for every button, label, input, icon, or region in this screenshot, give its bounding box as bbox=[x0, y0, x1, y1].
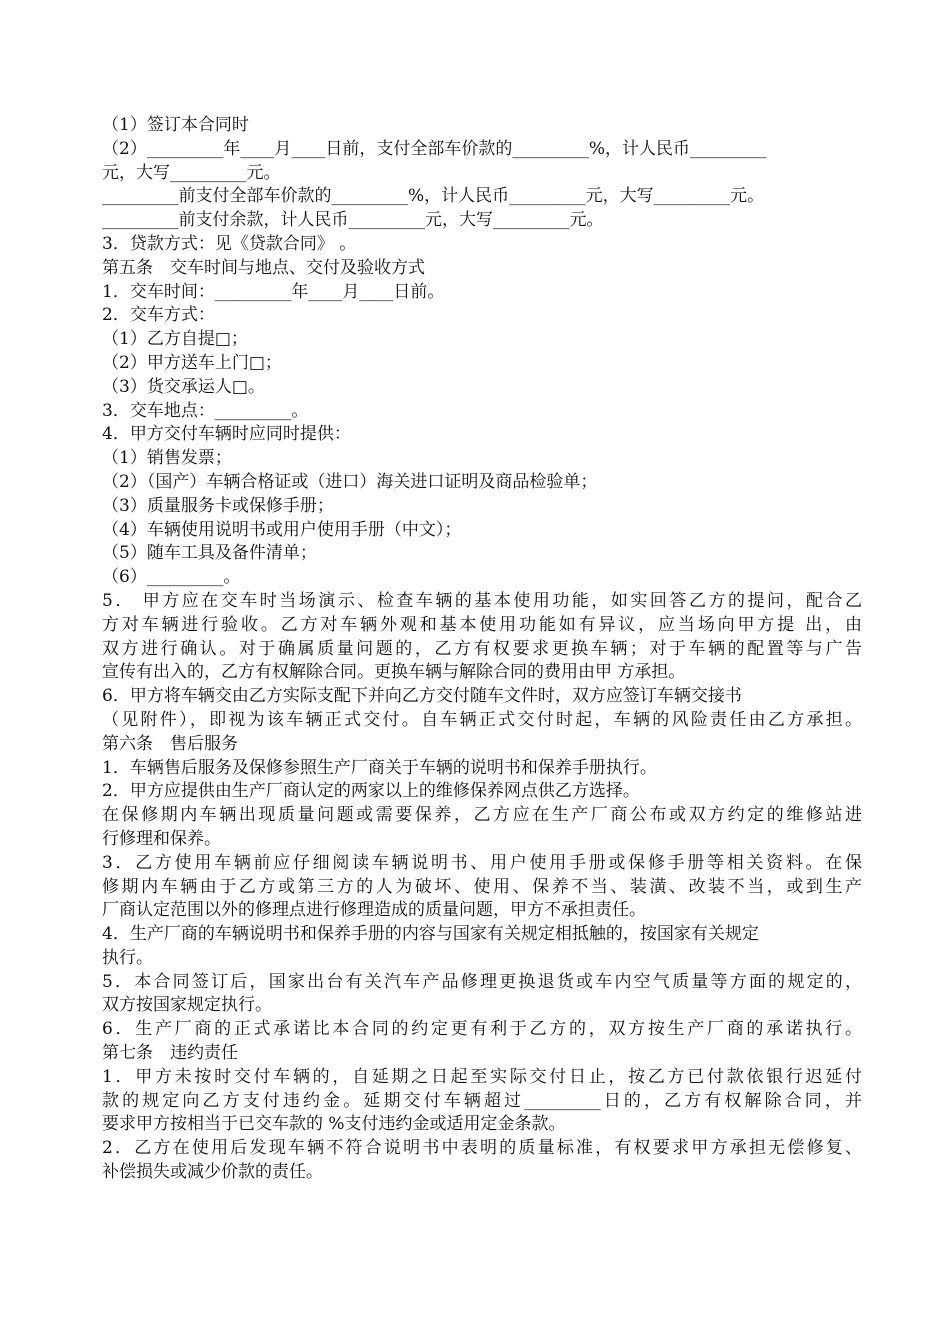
text-line: 3．贷款方式：见《贷款合同》 。 bbox=[102, 233, 357, 254]
text-line: （2）_________年____月____日前，支付全部车价款的_________%，计人民币_________ bbox=[102, 138, 767, 159]
text-line: 3．交车地点：_________。 bbox=[102, 400, 309, 421]
text-line: 4．生产厂商的车辆说明书和保养手册的内容与国家有关规定相抵触的，按国家有关规定 bbox=[102, 924, 759, 945]
text-line: 要求甲方按相当于已交车款的 %支付违约金或适用定金条款。 bbox=[102, 1114, 566, 1135]
text-line: （6）_________。 bbox=[102, 567, 241, 588]
text-line: 1．甲方未按时交付车辆的，自延期之日起至实际交付日止，按乙方已付款依银行迟延付 bbox=[102, 1066, 862, 1087]
text-line: （2）（国产）车辆合格证或（进口）海关进口证明及商品检验单； bbox=[102, 471, 598, 492]
text-line: 2．交车方式： bbox=[102, 305, 215, 326]
text-line: 补偿损失或减少价款的责任。 bbox=[102, 1162, 323, 1183]
text-line: （2）甲方送车上门□； bbox=[102, 352, 282, 373]
text-line: 双方按国家规定执行。 bbox=[102, 995, 272, 1016]
text-line: （1）签订本合同时 bbox=[102, 115, 249, 135]
text-line: 行修理和保养。 bbox=[102, 828, 221, 849]
text-line: 3．乙方使用车辆前应仔细阅读车辆说明书、用户使用手册或保修手册等相关资料。在保 bbox=[102, 852, 862, 873]
text-line: 元，大写_________元。 bbox=[102, 162, 281, 183]
text-line: （3）质量服务卡或保修手册； bbox=[102, 495, 334, 516]
text-line: 第七条 违约责任 bbox=[102, 1043, 238, 1064]
text-line: 厂商认定范围以外的修理点进行修理造成的质量问题，甲方不承担责任。 bbox=[102, 900, 646, 921]
document-body bbox=[102, 114, 862, 1185]
text-line: _________前支付余款，计人民币_________元，大写_________元。 bbox=[102, 210, 604, 231]
text-line: 款的规定向乙方支付违约金。延期交付车辆超过_________日的，乙方有权解除合同，并 bbox=[102, 1090, 862, 1111]
text-line: 6．生产厂商的正式承诺比本合同的约定更有利于乙方的，双方按生产厂商的承诺执行。 bbox=[102, 1019, 862, 1040]
text-line: （1）销售发票； bbox=[102, 448, 232, 469]
text-line: 5． 甲方应在交车时当场演示、检查车辆的基本使用功能，如实回答乙方的提问，配合乙 bbox=[102, 590, 862, 611]
text-line: 6．甲方将车辆交由乙方实际支配下并向乙方交付随车文件时，双方应签订车辆交接书 bbox=[102, 686, 742, 707]
text-line: 第五条 交车时间与地点、交付及验收方式 bbox=[102, 257, 425, 278]
text-line: 2．乙方在使用后发现车辆不符合说明书中表明的质量标准，有权要求甲方承担无偿修复、 bbox=[102, 1138, 862, 1159]
text-line: 执行。 bbox=[102, 947, 153, 968]
text-line: 5．本合同签订后，国家出台有关汽车产品修理更换退货或车内空气质量等方面的规定的， bbox=[102, 971, 862, 992]
text-line: 修期内车辆由于乙方或第三方的人为破坏、使用、保养不当、装潢、改装不当，或到生产 bbox=[102, 876, 862, 897]
text-line: （4）车辆使用说明书或用户使用手册（中文）； bbox=[102, 519, 462, 540]
text-line: 2．甲方应提供由生产厂商认定的两家以上的维修保养网点供乙方选择。 bbox=[102, 781, 640, 802]
text-line: 4．甲方交付车辆时应同时提供： bbox=[102, 424, 351, 445]
text-line: （5）随车工具及备件清单； bbox=[102, 543, 317, 564]
text-line: 宣传有出入的，乙方有权解除合同。更换车辆与解除合同的费用由甲 方承担。 bbox=[102, 662, 686, 683]
text-line: 双方进行确认。对于确属质量问题的，乙方有权要求更换车辆；对于车辆的配置等与广告 bbox=[102, 638, 862, 659]
text-line: （1）乙方自提□； bbox=[102, 329, 248, 350]
text-line: 方对车辆进行验收。乙方对车辆外观和基本使用功能如有异议，应当场向甲方提 出，由 bbox=[102, 614, 862, 635]
text-line: 1．车辆售后服务及保修参照生产厂商关于车辆的说明书和保养手册执行。 bbox=[102, 757, 657, 778]
text-line: 第六条 售后服务 bbox=[102, 733, 238, 754]
text-line: _________前支付全部车价款的_________%，计人民币_________元，大写_________元。 bbox=[102, 186, 765, 207]
text-line: （3）货交承运人□。 bbox=[102, 376, 265, 397]
text-line: （见附件），即视为该车辆正式交付。自车辆正式交付时起，车辆的风险责任由乙方承担。 bbox=[102, 709, 862, 730]
text-line: 1．交车时间：_________年____月____日前。 bbox=[102, 281, 445, 302]
text-line: 在保修期内车辆出现质量问题或需要保养，乙方应在生产厂商公布或双方约定的维修站进 bbox=[102, 805, 862, 826]
